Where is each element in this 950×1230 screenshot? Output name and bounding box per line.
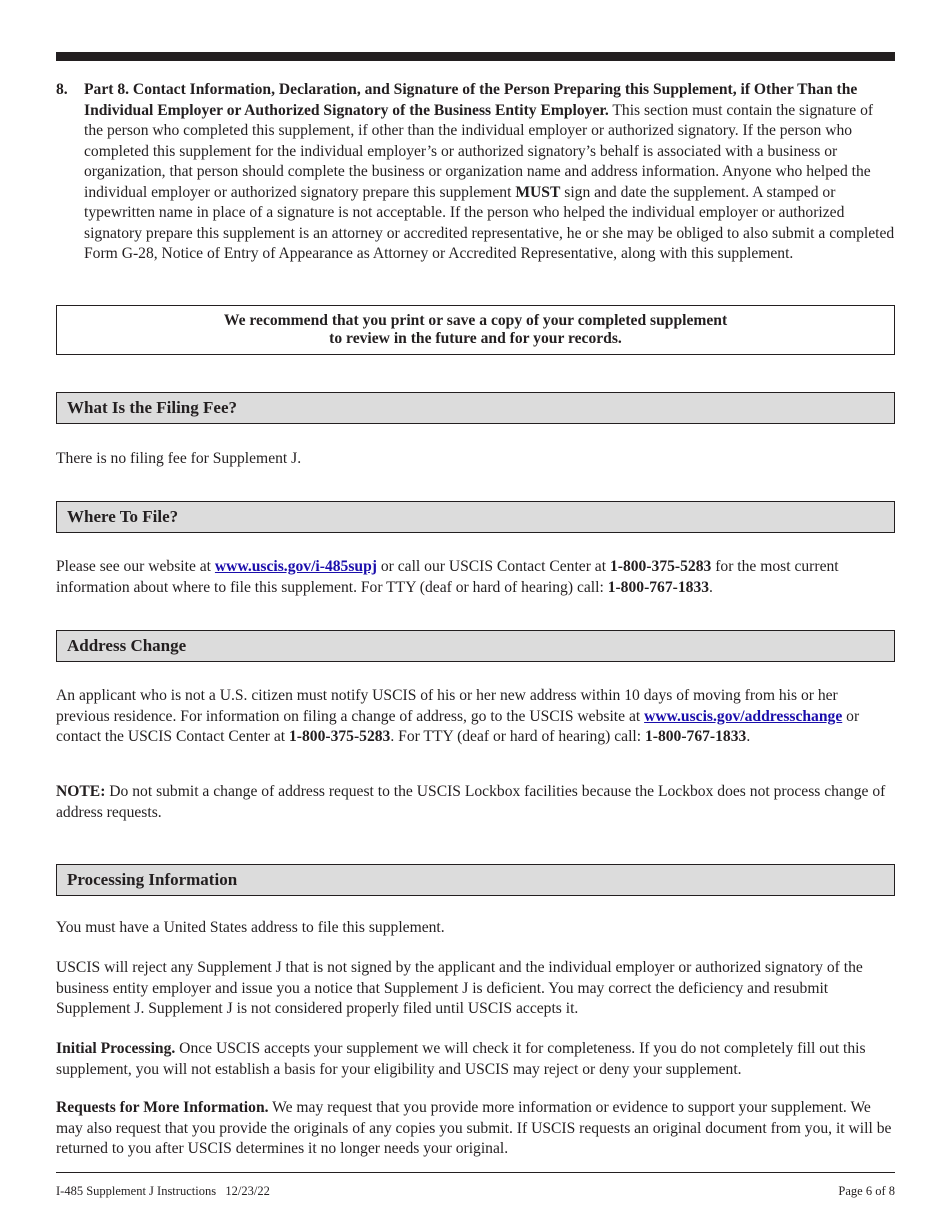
form-identifier: I-485 Supplement J Instructions 12/23/22	[56, 1184, 270, 1198]
section-heading-processing: Processing Information	[56, 864, 895, 896]
tty-phone: 1-800-767-1833	[644, 728, 747, 745]
item-8-text: Part 8. Contact Information, Declaration, and Signature of the Person Preparing this Supplement, if Other Than the Individual Employer or Authorized Signatory of the Business Entity Employer. This section must contain the signature of the person who completed this supplement, if other than the individual employer or authorized signatory. If the person who completed this supplement for the individual employer’s or authorized signatory’s behalf is associated with a business or organization, that person should complete the business or organization name and address information. Anyone who helped the individual employer or authorized signatory prepare this supplement MUST sign and date the supplement. A stamped or typewritten name in place of a signature is not acceptable. If the person who helped the individual employer or authorized signatory prepare this supplement is an attorney or accredited representative, he or she may be obliged to also submit a completed Form G-28, Notice of Entry of Appearance as Attorney or Accredited Representative, along with this supplement.	[84, 81, 895, 262]
section-heading-address-change: Address Change	[56, 630, 895, 662]
where-to-file-text: Please see our website at www.uscis.gov/i-485supj or call our USCIS Contact Center at 1-800-375-5283 for the most current information about where to file this supplement. For TTY (deaf or hard of hearing) call: 1-800-767-1833.	[56, 558, 839, 596]
page-number: Page 6 of 8	[838, 1184, 895, 1198]
address-change-note: NOTE: Do not submit a change of address request to the USCIS Lockbox facilities because the Lockbox does not process change of address requests.	[56, 783, 886, 821]
footer-rule	[56, 1172, 895, 1173]
tty-phone: 1-800-767-1833	[607, 578, 710, 596]
processing-text-2: USCIS will reject any Supplement J that is not signed by the applicant and the individual employer or authorized signatory of the business entity employer and issue you a notice that Supplement J is deficient. You may correct the deficiency and resubmit Supplement J. Supplement J is not considered properly filed until USCIS accepts it.	[56, 959, 863, 1017]
section-heading-filing-fee: What Is the Filing Fee?	[56, 392, 895, 424]
top-rule	[56, 52, 895, 61]
recommendation-box: We recommend that you print or save a copy of your completed supplement to review in the future and for your records.	[56, 305, 895, 355]
item-number: 8.	[56, 81, 68, 98]
filing-fee-text: There is no filing fee for Supplement J.	[56, 450, 302, 467]
contact-phone: 1-800-375-5283	[289, 728, 391, 745]
address-change-link[interactable]: www.uscis.gov/addresschange	[644, 707, 843, 725]
processing-text-1: You must have a United States address to file this supplement.	[56, 919, 445, 936]
address-change-text: An applicant who is not a U.S. citizen must notify USCIS of his or her new address within 10 days of moving from his or her previous residence. For information on filing a change of address, go to the USCIS website at www.uscis.gov/addresschange or contact the USCIS Contact Center at 1-800-375-5283. For TTY (deaf or hard of hearing) call: 1-800-767-1833.	[56, 687, 860, 745]
section-heading-where-to-file: Where To File?	[56, 501, 895, 533]
website-link[interactable]: www.uscis.gov/i-485supj	[214, 558, 377, 575]
item-8-heading: Part 8. Contact Information, Declaration, and Signature of the Person Preparing this Supplement, if Other Than the Individual Employer or Authorized Signatory of the Business Entity Employer.	[84, 81, 858, 119]
initial-processing: Initial Processing. Once USCIS accepts your supplement we will check it for completeness. If you do not completely fill out this supplement, you will not establish a basis for your eligibility and USCIS may reject or deny your supplement.	[56, 1040, 866, 1078]
requests-for-more-info: Requests for More Information. We may request that you provide more information or evidence to support your supplement. We may also request that you provide the originals of any copies you submit. If USCIS requests an original document from you, it will be returned to you after USCIS determines it no longer needs your original.	[56, 1099, 892, 1157]
item-8	[56, 80, 895, 265]
contact-phone: 1-800-375-5283	[609, 558, 712, 575]
